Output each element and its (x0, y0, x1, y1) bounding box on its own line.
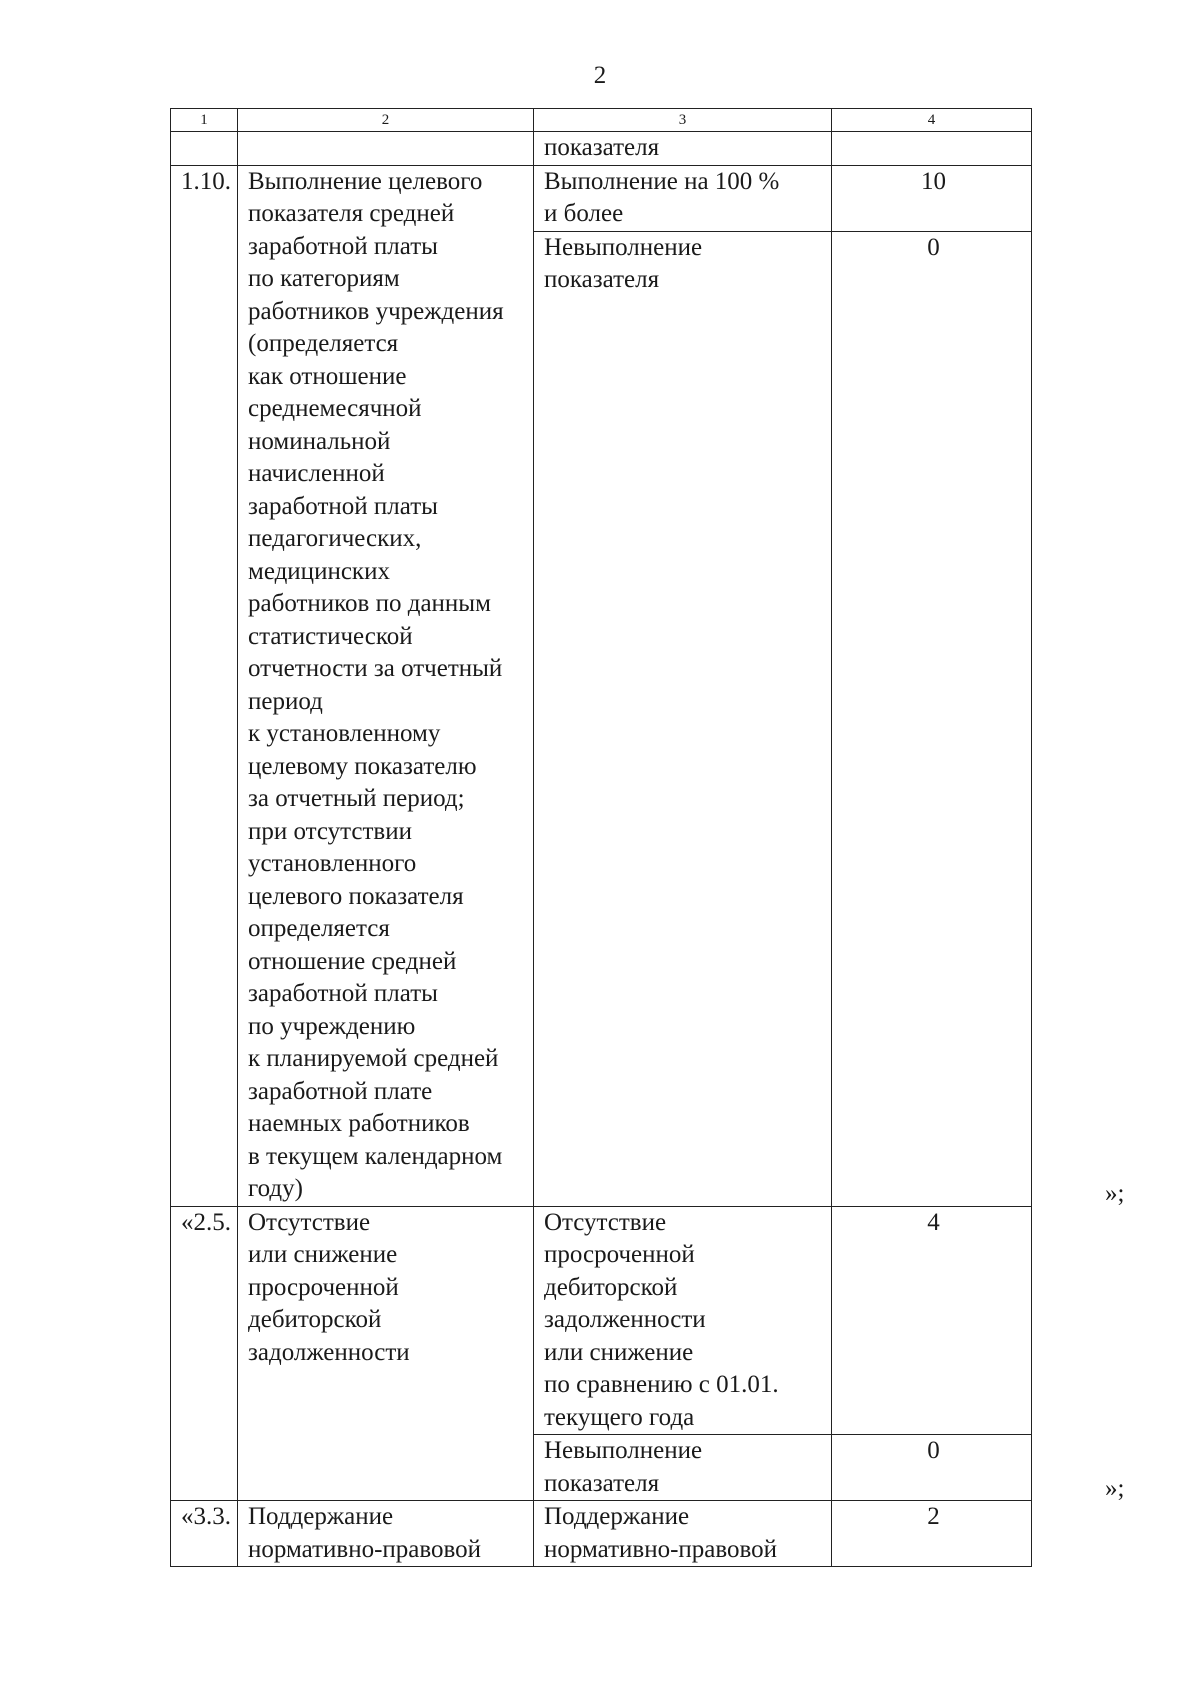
criteria-text: Невыполнение показателя (534, 231, 832, 1206)
cell-empty (832, 132, 1032, 166)
criteria-text: Отсутствие просроченной дебиторской задолженности или снижение по сравнению с 01.01. текущего года (534, 1206, 832, 1435)
cell-empty (171, 132, 238, 166)
points-value: 4 (832, 1206, 1032, 1435)
page-number: 2 (593, 62, 607, 89)
points-value: 0 (832, 1435, 1032, 1501)
criteria-text: Выполнение на 100 % и более (534, 165, 832, 231)
table-header-row (171, 109, 1032, 132)
indicator-text: Поддержание нормативно-правовой (238, 1501, 534, 1567)
row-number: «3.3. (171, 1501, 238, 1567)
header-col-1: 1 (171, 109, 238, 132)
table-row (171, 1206, 1032, 1435)
header-col-2: 2 (238, 109, 534, 132)
table-row (171, 1501, 1032, 1567)
closing-quote-mark: »; (1105, 1475, 1125, 1502)
points-value: 0 (832, 231, 1032, 1206)
indicator-text: Отсутствие или снижение просроченной дебиторской задолженности (238, 1206, 534, 1501)
cell-empty (238, 132, 534, 166)
indicator-table (170, 108, 1032, 1567)
table-row (171, 132, 1032, 166)
table-row (171, 165, 1032, 231)
criteria-text: показателя (534, 132, 832, 166)
points-value: 2 (832, 1501, 1032, 1567)
row-number: 1.10. (171, 165, 238, 1206)
header-col-4: 4 (832, 109, 1032, 132)
closing-quote-mark: »; (1105, 1180, 1125, 1207)
criteria-text: Поддержание нормативно-правовой (534, 1501, 832, 1567)
criteria-text: Невыполнение показателя (534, 1435, 832, 1501)
header-col-3: 3 (534, 109, 832, 132)
points-value: 10 (832, 165, 1032, 231)
indicator-text: Выполнение целевого показателя средней заработной платы по категориям работников учреждения (определяется как отношение среднемесячной номинальной начисленной заработной платы педагогических, медицинских работников по данным статистической отчетности за отчетный период к установленному целевому показателю за отчетный период; при отсутствии установленного целевого показателя определяется отношение средней заработной платы по учреждению к планируемой средней заработной плате наемных работников в текущем календарном году) (238, 165, 534, 1206)
row-number: «2.5. (171, 1206, 238, 1501)
